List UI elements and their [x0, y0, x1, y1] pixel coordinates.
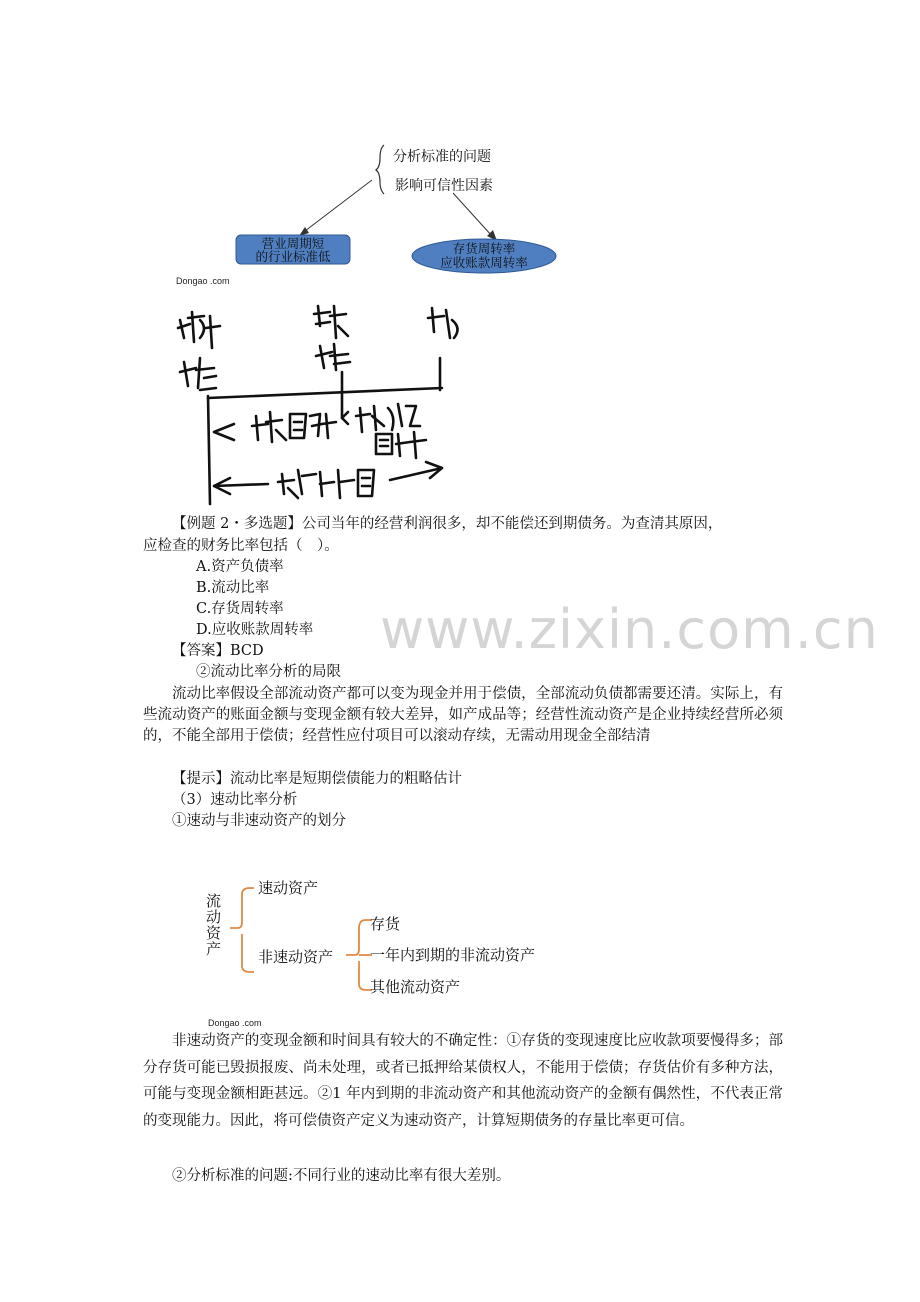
limit-paragraph: 流动比率假设全部流动资产都可以变为现金并用于偿债，全部流动负债都需要还清。实际上，有些流动资产的账面金额与变现金额有较大差异，如产成品等；经营性流动资产是企业持续经营所必须的，不能全部用于偿债；经营性应付项目可以滚动存续，无需动用现金全部结清	[143, 686, 783, 744]
root-char-2: 动	[206, 908, 222, 926]
option-c: C.存货周转率	[196, 601, 284, 617]
limit-heading: ②流动比率分析的局限	[196, 664, 341, 680]
diagram1-credit: Dongao .com	[176, 276, 230, 286]
nonquick-item-other: 其他流动资产	[370, 978, 461, 996]
quick-ratio-heading: （3）速动比率分析	[172, 792, 298, 808]
question-stem	[143, 514, 783, 535]
brace-nonquick	[346, 920, 372, 990]
diagram2-credit: Dongao .com	[208, 1018, 262, 1028]
brace-item-reliability: 影响可信性因素	[395, 178, 493, 194]
root-char-4: 产	[206, 940, 222, 958]
handwritten-operating-cycle-sketch	[170, 298, 470, 508]
box-short-cycle-line1: 营业周期短	[261, 236, 325, 251]
option-d: D.应收账款周转率	[196, 622, 314, 638]
tip: 【提示】流动比率是短期偿债能力的粗略估计	[172, 771, 462, 787]
ellipse-turnover-line2: 应收账款周转率	[440, 255, 528, 270]
brace-bracket	[376, 145, 384, 194]
quick-ratio-subheading: ①速动与非速动资产的划分	[172, 813, 346, 829]
question-title: 【例题 2・多选题】	[172, 516, 302, 532]
nonquick-item-inventory: 存货	[370, 915, 401, 933]
quick-assets-diagram	[0, 870, 920, 1020]
ellipse-turnover-line1: 存货周转率	[452, 241, 516, 256]
branch-quick: 速动资产	[258, 879, 319, 897]
brace-item-standard: 分析标准的问题	[393, 149, 491, 165]
standard-paragraph: ②分析标准的问题:不同行业的速动比率有很大差别。	[172, 1168, 511, 1184]
question-stem-line2: 应检查的财务比率包括（ ）。	[143, 538, 339, 554]
answer: 【答案】BCD	[172, 643, 264, 659]
nonquick-item-current-maturity: 一年内到期的非流动资产	[370, 946, 536, 964]
analysis-standard-diagram	[0, 130, 920, 290]
watermark: www.zixin.com.cn	[380, 598, 879, 661]
option-b: B.流动比率	[196, 580, 270, 596]
brace-root	[230, 888, 254, 972]
branch-nonquick: 非速动资产	[258, 948, 334, 966]
option-a: A.资产负债率	[196, 559, 284, 575]
question-stem-line1: 公司当年的经营利润很多，却不能偿还到期债务。为查清其原因，	[301, 516, 723, 532]
uncertainty-paragraph: 非速动资产的变现金额和时间具有较大的不确定性：①存货的变现速度比应收款项要慢得多；部分存货可能已毁损报废、尚未处理，或者已抵押给某债权人，不能用于偿债；存货估价有多种方法，可能与变现金额相距甚远。②1 年内到期的非流动资产和其他流动资产的金额有偶然性，不代表正常的变现能力。因此，将可偿债资产定义为速动资产，计算短期债务的存量比率更可信。	[143, 1033, 783, 1129]
box-short-cycle-line2: 的行业标准低	[255, 249, 331, 264]
root-char-1: 流	[206, 892, 222, 910]
root-char-3: 资	[206, 924, 222, 942]
